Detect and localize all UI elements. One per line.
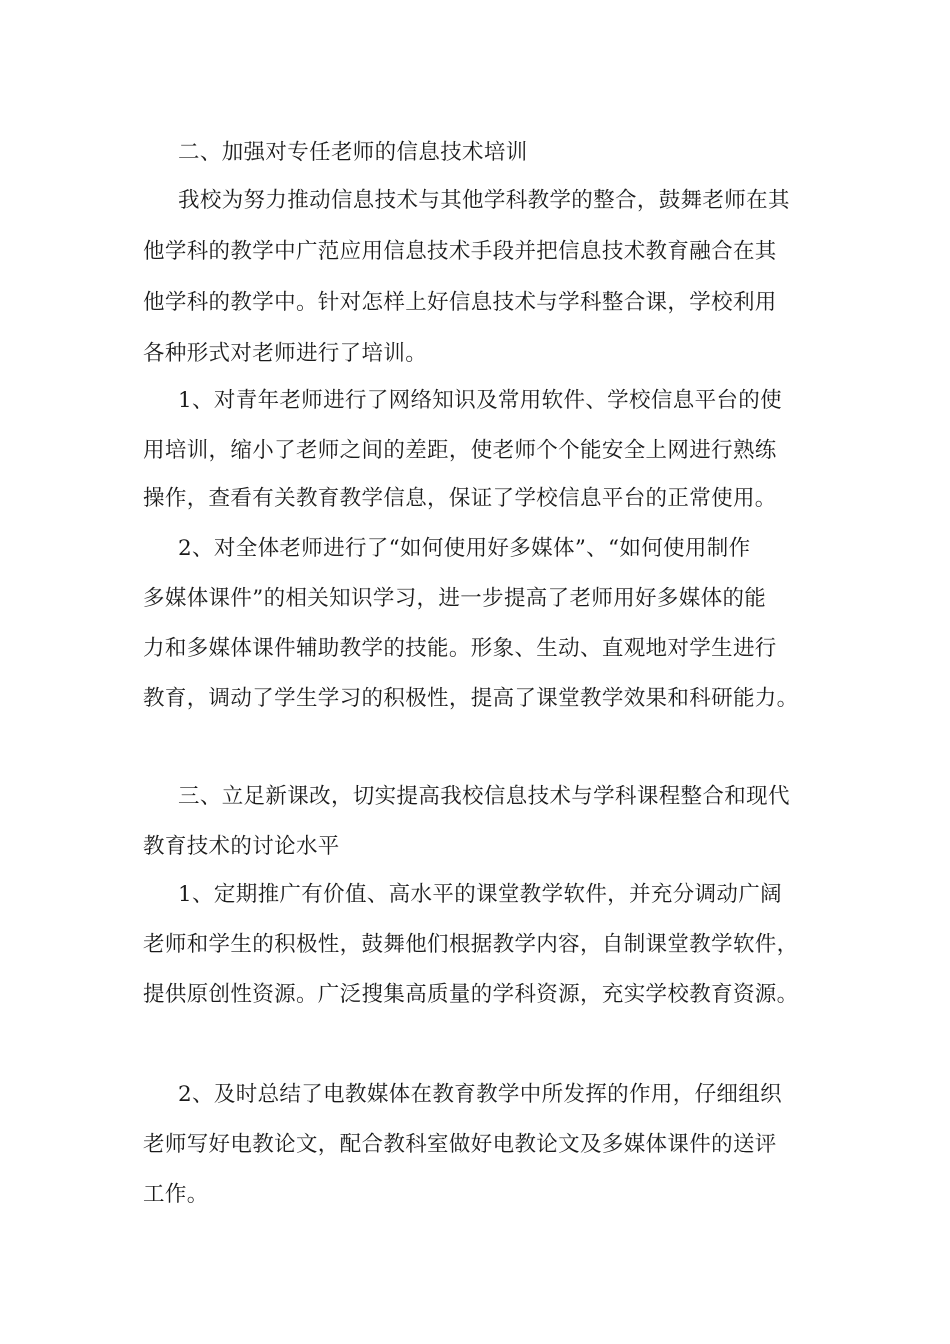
section2-intro-line-3: 他学科的教学中。针对怎样上好信息技术与学科整合课，学校利用	[143, 290, 777, 315]
section3-item2-line-3: 工作。	[143, 1182, 209, 1207]
section2-item2-line-2: 多媒体课件”的相关知识学习，进一步提高了老师用好多媒体的能	[143, 586, 767, 611]
section2-item1-line-3: 操作，查看有关教育教学信息，保证了学校信息平台的正常使用。	[143, 486, 777, 511]
section2-item2-line-4: 教育，调动了学生学习的积极性，提高了课堂教学效果和科研能力。	[143, 686, 799, 711]
section2-item2-line-3: 力和多媒体课件辅助教学的技能。形象、生动、直观地对学生进行	[143, 636, 777, 661]
section2-heading: 二、加强对专任老师的信息技术培训	[178, 140, 528, 165]
section3-heading-line-2: 教育技术的讨论水平	[143, 834, 340, 859]
section2-intro-line-2: 他学科的教学中广范应用信息技术手段并把信息技术教育融合在其	[143, 239, 777, 264]
section3-item2-line-1: 2、及时总结了电教媒体在教育教学中所发挥的作用，仔细组织	[178, 1082, 782, 1107]
section2-intro-line-1: 我校为努力推动信息技术与其他学科教学的整合，鼓舞老师在其	[178, 188, 790, 213]
section3-item1-line-3: 提供原创性资源。广泛搜集高质量的学科资源，充实学校教育资源。	[143, 982, 799, 1007]
section2-item1-line-2: 用培训，缩小了老师之间的差距，使老师个个能安全上网进行熟练	[143, 438, 777, 463]
section3-heading-line-1: 三、立足新课改，切实提高我校信息技术与学科课程整合和现代	[178, 784, 790, 809]
section2-intro-line-4: 各种形式对老师进行了培训。	[143, 341, 428, 366]
section2-item1-line-1: 1、对青年老师进行了网络知识及常用软件、学校信息平台的使	[178, 388, 782, 413]
section2-item2-line-1: 2、对全体老师进行了“如何使用好多媒体”、“如何使用制作	[178, 536, 751, 561]
section3-item1-line-2: 老师和学生的积极性，鼓舞他们根据教学内容，自制课堂教学软件，	[143, 932, 799, 957]
section3-item2-line-2: 老师写好电教论文，配合教科室做好电教论文及多媒体课件的送评	[143, 1132, 777, 1157]
section3-item1-line-1: 1、定期推广有价值、高水平的课堂教学软件，并充分调动广阔	[178, 882, 782, 907]
